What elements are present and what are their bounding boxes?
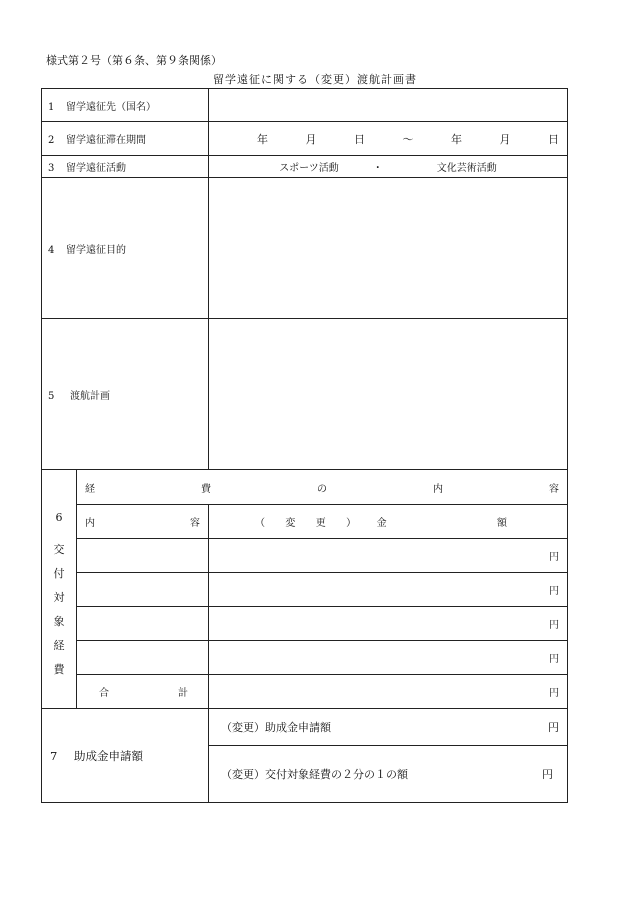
amount-column-header — [209, 505, 568, 539]
period-tilde: ～ — [402, 132, 414, 146]
document-title: 留学遠征に関する（変更）渡航計画書 — [213, 73, 417, 86]
section6-label-char: 象 — [53, 615, 65, 628]
period-row — [42, 122, 568, 156]
row-number: 7 — [50, 748, 58, 763]
total-label-char: 合 — [99, 688, 109, 699]
row-number: 1 — [48, 101, 55, 113]
expense-amount-field[interactable] — [209, 607, 568, 641]
amount-header-char: 更 — [315, 518, 326, 529]
purpose-label: 留学遠征目的 — [66, 244, 126, 256]
yen-unit: 円 — [549, 552, 559, 563]
activity-separator: ・ — [372, 163, 383, 174]
expense-heading-char: 容 — [549, 483, 559, 495]
row-number: 3 — [48, 163, 55, 174]
destination-field[interactable] — [209, 89, 568, 122]
destination-label-cell — [42, 89, 209, 122]
section6-label-char: 経 — [53, 639, 65, 652]
start-year-unit: 年 — [257, 132, 268, 146]
purpose-label-cell — [42, 178, 209, 319]
activity-label: 留学遠征活動 — [66, 163, 126, 174]
yen-unit: 円 — [549, 654, 559, 665]
expense-amount-field[interactable] — [209, 573, 568, 607]
destination-label: 留学遠征先（国名） — [66, 101, 156, 113]
expense-content-field[interactable] — [77, 641, 209, 675]
amount-header-char: 金 — [376, 518, 387, 529]
period-field[interactable] — [209, 122, 568, 156]
half-amount-label: （変更）交付対象経費の２分の１の額 — [221, 768, 408, 781]
yen-unit: 円 — [542, 768, 553, 781]
expense-heading-char: 費 — [201, 483, 211, 495]
expense-heading — [77, 470, 568, 505]
row-number: 5 — [48, 390, 55, 402]
expense-heading-char: の — [317, 483, 327, 495]
content-column-header — [77, 505, 209, 539]
amount-header-char: ） — [346, 518, 357, 529]
expense-total-row — [42, 675, 568, 709]
section6-label — [42, 470, 77, 709]
section6-label-char: 付 — [53, 567, 65, 580]
plan-row — [42, 319, 568, 470]
amount-header-char: （ — [255, 518, 265, 529]
row-number: 2 — [48, 135, 55, 146]
section6-label-char: 費 — [53, 663, 65, 676]
period-label-cell — [42, 122, 209, 156]
half-amount-field[interactable] — [209, 746, 568, 803]
start-month-unit: 月 — [305, 132, 317, 146]
yen-unit: 円 — [549, 688, 559, 699]
expense-heading-char: 経 — [85, 483, 95, 495]
start-day-unit: 日 — [354, 132, 365, 146]
row-number: 4 — [48, 244, 55, 256]
total-label-char: 計 — [178, 688, 188, 699]
total-label — [77, 675, 209, 709]
yen-unit: 円 — [548, 721, 559, 734]
expense-row — [42, 539, 568, 573]
form-number: 様式第２号（第６条、第９条関係） — [46, 54, 222, 67]
end-month-unit: 月 — [499, 132, 511, 146]
plan-label: 渡航計画 — [70, 390, 110, 402]
expense-heading-row — [42, 470, 568, 505]
purpose-field[interactable] — [209, 178, 568, 319]
expense-content-field[interactable] — [77, 573, 209, 607]
grant-request-label-cell — [42, 709, 209, 803]
activity-label-cell — [42, 156, 209, 178]
section6-number: 6 — [55, 511, 63, 524]
section6-label-char: 対 — [53, 591, 65, 604]
expense-amount-field[interactable] — [209, 539, 568, 573]
purpose-row — [42, 178, 568, 319]
section6-label-char: 交 — [53, 543, 65, 556]
expense-heading-char: 内 — [433, 483, 443, 495]
expense-row — [42, 573, 568, 607]
plan-form-table — [41, 88, 568, 803]
content-header-char: 容 — [190, 518, 200, 529]
expense-row — [42, 641, 568, 675]
grant-request-amount-label: （変更）助成金申請額 — [221, 721, 331, 734]
end-day-unit: 日 — [548, 132, 559, 146]
grant-request-amount-field[interactable] — [209, 709, 568, 746]
activity-option-sports[interactable]: スポーツ活動 — [279, 163, 339, 174]
expense-amount-field[interactable] — [209, 641, 568, 675]
activity-option-culture[interactable]: 文化芸術活動 — [436, 163, 497, 174]
amount-header-char: 変 — [285, 518, 296, 529]
grant-request-label: 助成金申請額 — [74, 748, 143, 763]
total-amount-field[interactable] — [209, 675, 568, 709]
yen-unit: 円 — [549, 586, 559, 597]
expense-row — [42, 607, 568, 641]
expense-content-field[interactable] — [77, 607, 209, 641]
plan-label-cell — [42, 319, 209, 470]
expense-column-header-row — [42, 505, 568, 539]
expense-content-field[interactable] — [77, 539, 209, 573]
destination-row — [42, 89, 568, 122]
period-label: 留学遠征滞在期間 — [66, 135, 146, 146]
yen-unit: 円 — [549, 620, 559, 631]
grant-request-row — [42, 709, 568, 746]
plan-field[interactable] — [209, 319, 568, 470]
amount-header-char: 額 — [496, 518, 507, 529]
content-header-char: 内 — [85, 518, 95, 529]
activity-field — [209, 156, 568, 178]
activity-row — [42, 156, 568, 178]
end-year-unit: 年 — [451, 132, 462, 146]
